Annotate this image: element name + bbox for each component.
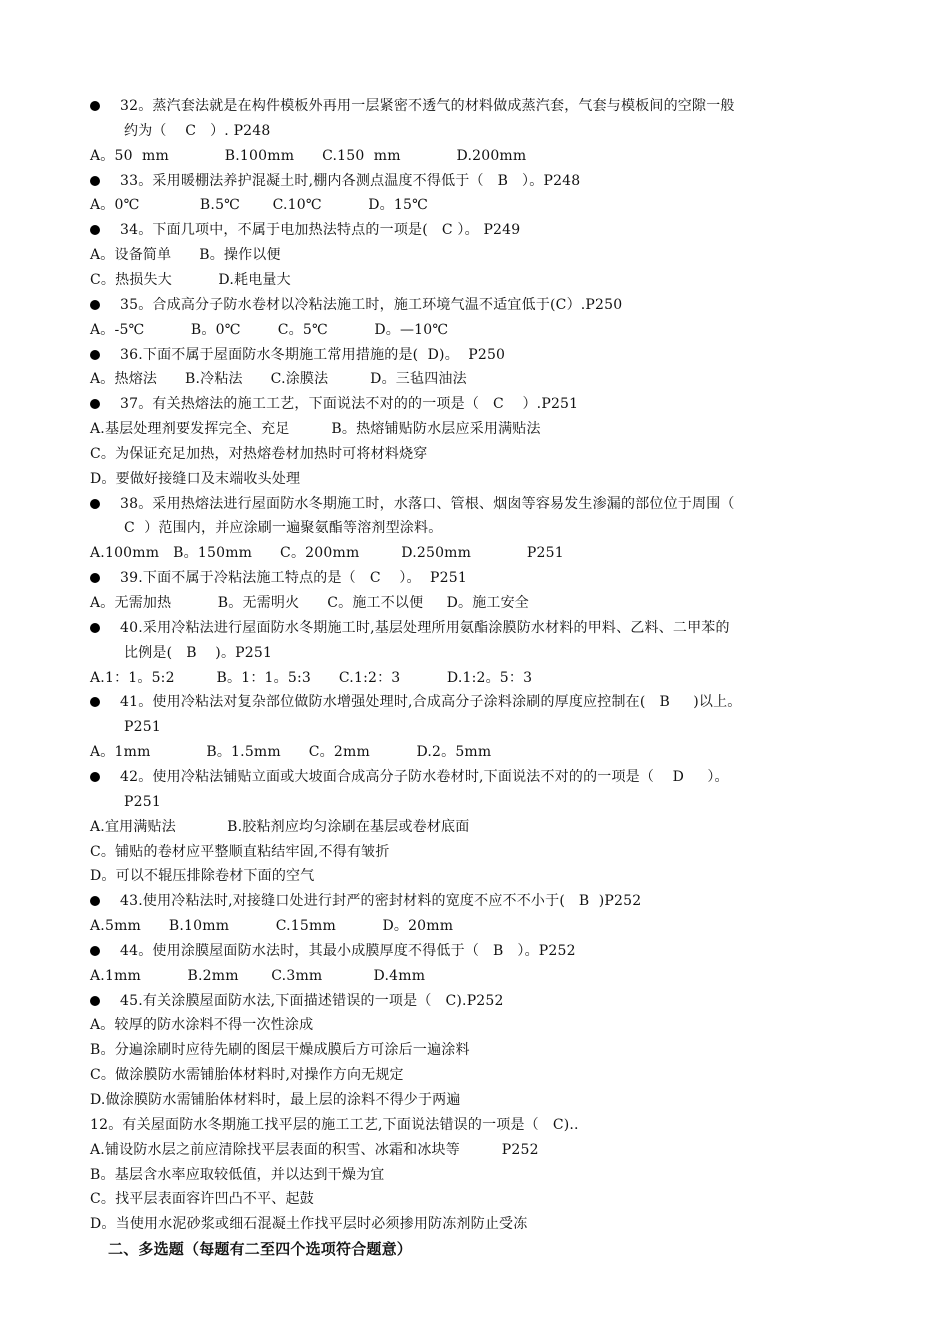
bullet-icon: [90, 350, 100, 360]
option-line: A。-5℃ B。0℃ C。5℃ D。—10℃: [90, 322, 449, 338]
bullet-icon: [90, 499, 100, 509]
option-line: D.做涂膜防水需铺胎体材料时，最上层的涂料不得少于两遍: [90, 1092, 461, 1108]
question-continuation: P251: [124, 794, 161, 810]
question-continuation: 约为（ C ）. P248: [124, 123, 271, 139]
option-line: A.1：1。5:2 B。1：1。5:3 C.1:2：3 D.1:2。5：3: [90, 670, 533, 686]
option-line: B。基层含水率应取较低值，并以达到干燥为宜: [90, 1167, 385, 1183]
question-continuation: P251: [124, 719, 161, 735]
question-line: 42。使用冷粘法铺贴立面或大坡面合成高分子防水卷材时,下面说法不对的的一项是（ D ）。: [120, 769, 729, 785]
question-line: 33。采用暖棚法养护混凝土时,棚内各测点温度不得低于（ B ）。P248: [120, 173, 581, 189]
option-line: A。热熔法 B.冷粘法 C.涂膜法 D。三毡四油法: [90, 371, 467, 387]
section-heading: 二、多选题（每题有二至四个选项符合题意）: [108, 1240, 413, 1258]
question-line: 37。有关热熔法的施工工艺，下面说法不对的的一项是（ C ）.P251: [120, 396, 579, 412]
option-line: D。当使用水泥砂浆或细石混凝土作找平层时必须掺用防冻剂防止受冻: [90, 1216, 528, 1232]
question-line: 44。使用涂膜屋面防水法时，其最小成膜厚度不得低于（ B ）。P252: [120, 943, 576, 959]
option-line: A。0℃ B.5℃ C.10℃ D。15℃: [90, 197, 428, 213]
option-line: A.1mm B.2mm C.3mm D.4mm: [90, 968, 426, 984]
option-line: C。找平层表面容许凹凸不平、起鼓: [90, 1191, 314, 1207]
bullet-icon: [90, 399, 100, 409]
option-line: A。无需加热 B。无需明火 C。施工不以便 D。施工安全: [90, 595, 529, 611]
bullet-icon: [90, 176, 100, 186]
option-line: D。可以不辊压排除卷材下面的空气: [90, 868, 315, 884]
option-line: A。设备简单 B。操作以便: [90, 247, 281, 263]
option-line: 12。有关屋面防水冬期施工找平层的施工工艺,下面说法错误的一项是（ C)..: [90, 1117, 579, 1133]
option-line: B。分遍涂刷时应待先刷的图层干燥成膜后方可涂后一遍涂料: [90, 1042, 470, 1058]
question-continuation: C ）范围内，并应涂刷一遍聚氨酯等溶剂型涂料。: [124, 520, 443, 536]
bullet-icon: [90, 101, 100, 111]
question-continuation: 比例是( B )。P251: [124, 645, 273, 661]
option-line: A。较厚的防水涂料不得一次性涂成: [90, 1017, 314, 1033]
option-line: A.5mm B.10mm C.15mm D。20mm: [90, 918, 454, 934]
question-line: 40.采用冷粘法进行屋面防水冬期施工时,基层处理所用氨酯涂膜防水材料的甲料、乙料、二甲苯的: [120, 620, 730, 636]
bullet-icon: [90, 996, 100, 1006]
bullet-icon: [90, 896, 100, 906]
option-line: A。50 mm B.100mm C.150 mm D.200mm: [90, 148, 527, 164]
question-line: 34。下面几项中，不属于电加热法特点的一项是( C ）。 P249: [120, 222, 521, 238]
bullet-icon: [90, 772, 100, 782]
bullet-icon: [90, 300, 100, 310]
option-line: C。做涂膜防水需铺胎体材料时,对操作方向无规定: [90, 1067, 404, 1083]
option-line: C。热损失大 D.耗电量大: [90, 272, 291, 288]
option-line: C。铺贴的卷材应平整顺直粘结牢固,不得有皱折: [90, 844, 390, 860]
question-line: 43.使用冷粘法时,对接缝口处进行封严的密封材料的宽度不应不不小于( B )P252: [120, 893, 642, 909]
option-line: C。为保证充足加热，对热熔卷材加热时可将材料烧穿: [90, 446, 428, 462]
question-line: 38。采用热熔法进行屋面防水冬期施工时，水落口、管根、烟囱等容易发生渗漏的部位位于周围（: [120, 496, 735, 512]
question-line: 32。蒸汽套法就是在构件模板外再用一层紧密不透气的材料做成蒸汽套，气套与模板间的空隙一般: [120, 98, 735, 114]
option-line: A.铺设防水层之前应清除找平层表面的积雪、冰霜和冰块等 P252: [90, 1142, 539, 1158]
bullet-icon: [90, 697, 100, 707]
option-line: A。1mm B。1.5mm C。2mm D.2。5mm: [90, 744, 492, 760]
option-line: A.基层处理剂要发挥完全、充足 B。热熔铺贴防水层应采用满贴法: [90, 421, 541, 437]
question-line: 45.有关涂膜屋面防水法,下面描述错误的一项是（ C).P252: [120, 993, 504, 1009]
question-line: 41。使用冷粘法对复杂部位做防水增强处理时,合成高分子涂料涂刷的厚度应控制在( B )以上。: [120, 694, 742, 710]
bullet-icon: [90, 623, 100, 633]
question-line: 36.下面不属于屋面防水冬期施工常用措施的是( D)。 P250: [120, 347, 506, 363]
option-line: A.100mm B。150mm C。200mm D.250mm P251: [90, 545, 564, 561]
bullet-icon: [90, 225, 100, 235]
option-line: D。要做好接缝口及末端收头处理: [90, 471, 301, 487]
question-line: 39.下面不属于冷粘法施工特点的是（ C ）。 P251: [120, 570, 467, 586]
question-line: 35。合成高分子防水卷材以冷粘法施工时，施工环境气温不适宜低于(C）.P250: [120, 297, 623, 313]
bullet-icon: [90, 573, 100, 583]
option-line: A.宜用满贴法 B.胶粘剂应均匀涂刷在基层或卷材底面: [90, 819, 470, 835]
bullet-icon: [90, 946, 100, 956]
